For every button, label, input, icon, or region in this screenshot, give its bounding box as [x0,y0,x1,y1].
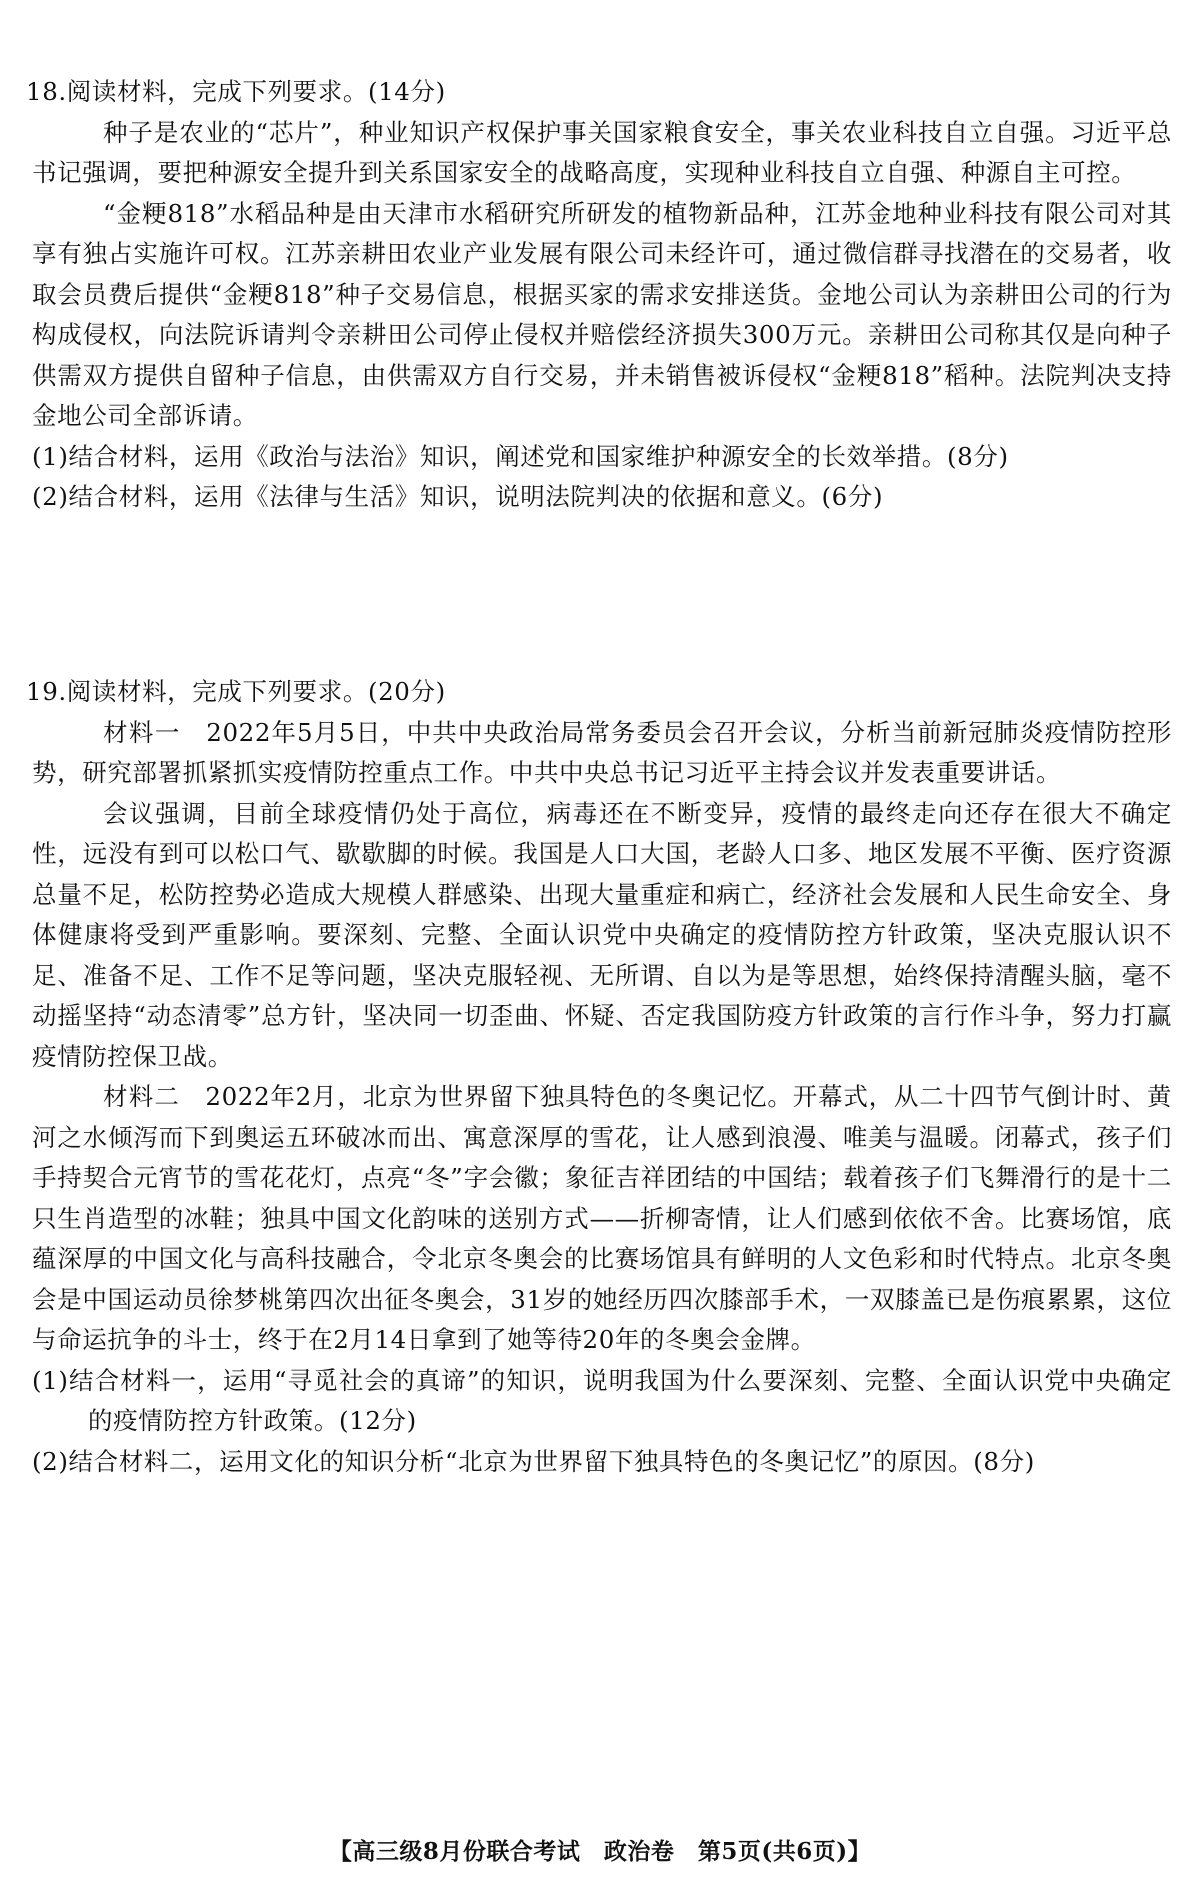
question-19-requirement-2: (2)结合材料二，运用文化的知识分析“北京为世界留下独具特色的冬奥记忆”的原因。(8分) [32,1446,1035,1476]
material-1-text: 2022年5月5日，中共中央政治局常务委员会召开会议，分析当前新冠肺炎疫情防控形势，研究部署抓紧抓实疫情防控重点工作。中共中央总书记习近平主持会议并发表重要讲话。 [32,717,1172,787]
question-18-requirement-1: (1)结合材料，运用《政治与法治》知识，阐述党和国家维护种源安全的长效举措。(8分) [32,441,1009,471]
question-18-paragraph-1: 种子是农业的“芯片”，种业知识产权保护事关国家粮食安全，事关农业科技自立自强。习近平总书记强调，要把种源安全提升到关系国家安全的战略高度，实现种业科技自立自强、种源自主可控。 [32,117,1172,187]
question-19-requirement-1: (1)结合材料一，运用“寻觅社会的真谛”的知识，说明我国为什么要深刻、完整、全面认识党中央确定的疫情防控方针政策。(12分) [32,1365,1172,1435]
question-19-title: 19.阅读材料，完成下列要求。(20分) [26,677,446,706]
question-18-requirement-2: (2)结合材料，运用《法律与生活》知识，说明法院判决的依据和意义。(6分) [32,482,884,511]
material-2-label: 材料二 [103,1082,181,1111]
question-18-title: 18.阅读材料，完成下列要求。(14分) [26,77,446,106]
question-19 [26,672,1173,1482]
question-19-material-2-paragraph [32,1077,1172,1361]
material-1-label: 材料一 [103,717,181,747]
question-19-material-1-paragraph-1 [32,713,1172,794]
page-footer: 【高三级8月份联合考试 政治卷 第5页(共6页)】 [328,1838,872,1865]
question-18 [26,72,1172,518]
material-2-text: 2022年2月，北京为世界留下独具特色的冬奥记忆。开幕式，从二十四节气倒计时、黄河之水倾泻而下到奥运五环破冰而出、寓意深厚的雪花，让人感到浪漫、唯美与温暖。闭幕式，孩子们手持契合元宵节的雪花花灯，点亮“冬”字会徽；象征吉祥团结的中国结；载着孩子们飞舞滑行的是十二只生肖造型的冰鞋；独具中国文化韵味的送别方式——折柳寄情，让人们感到依依不舍。比赛场馆，底蕴深厚的中国文化与高科技融合，令北京冬奥会的比赛场馆具有鲜明的人文色彩和时代特点。北京冬奥会是中国运动员徐梦桃第四次出征冬奥会，31岁的她经历四次膝部手术，一双膝盖已是伤痕累累，这位与命运抗争的斗士，终于在2月14日拿到了她等待20年的冬奥会金牌。 [32,1082,1173,1354]
question-18-paragraph-2: “金粳818”水稻品种是由天津市水稻研究所研发的植物新品种，江苏金地种业科技有限公司对其享有独占实施许可权。江苏亲耕田农业产业发展有限公司未经许可，通过微信群寻找潜在的交易者，收取会员费后提供“金粳818”种子交易信息，根据买家的需求安排送货。金地公司认为亲耕田公司的行为构成侵权，向法院诉请判令亲耕田公司停止侵权并赔偿经济损失300万元。亲耕田公司称其仅是向种子供需双方提供自留种子信息，由供需双方自行交易，并未销售被诉侵权“金粳818”稻种。法院判决支持金地公司全部诉请。 [32,198,1172,430]
question-19-material-1-paragraph-2: 会议强调，目前全球疫情仍处于高位，病毒还在不断变异，疫情的最终走向还存在很大不确定性，远没有到可以松口气、歇歇脚的时候。我国是人口大国，老龄人口多、地区发展不平衡、医疗资源总量不足，松防控势必造成大规模人群感染、出现大量重症和病亡，经济社会发展和人民生命安全、身体健康将受到严重影响。要深刻、完整、全面认识党中央确定的疫情防控方针政策，坚决克服认识不足、准备不足、工作不足等问题，坚决克服轻视、无所谓、自以为是等思想，始终保持清醒头脑，毫不动摇坚持“动态清零”总方针，坚决同一切歪曲、怀疑、否定我国防疫方针政策的言行作斗争，努力打赢疫情防控保卫战。 [32,798,1172,1071]
